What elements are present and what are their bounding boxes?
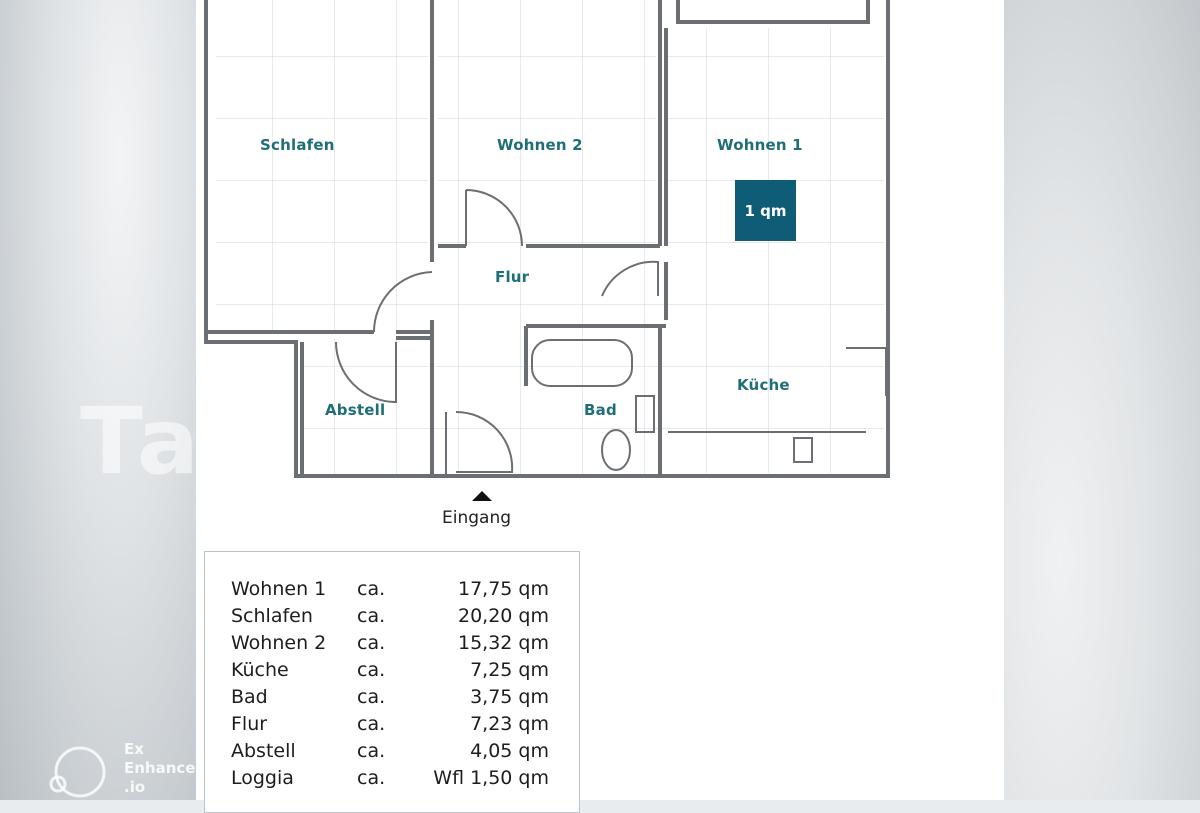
area-approx: ca. xyxy=(357,739,386,762)
area-room-name: Loggia xyxy=(231,766,294,789)
area-value: 4,05 qm xyxy=(470,739,549,762)
logo-text-line: Enhance xyxy=(124,759,196,777)
blurred-background-left xyxy=(0,0,200,800)
area-room-name: Wohnen 1 xyxy=(231,577,327,600)
area-row xyxy=(231,710,549,737)
area-room-name: Flur xyxy=(231,712,268,735)
area-approx: ca. xyxy=(357,712,386,735)
area-table xyxy=(231,575,549,791)
area-value: 20,20 qm xyxy=(457,604,549,627)
area-list-box xyxy=(204,551,580,813)
area-value: 7,25 qm xyxy=(470,658,549,681)
area-value: Wfl 1,50 qm xyxy=(433,766,549,789)
watermark-text: Tap xyxy=(80,388,277,495)
area-approx: ca. xyxy=(357,766,386,789)
area-row xyxy=(231,602,549,629)
area-row xyxy=(231,683,549,710)
area-approx: ca. xyxy=(357,577,386,600)
area-value: 3,75 qm xyxy=(470,685,549,708)
area-value: 7,23 qm xyxy=(470,712,549,735)
room-label-schlafen: Schlafen xyxy=(260,136,335,154)
logo-text-line: Ex xyxy=(124,740,144,758)
area-row xyxy=(231,764,549,791)
area-row xyxy=(231,629,549,656)
logo-text-line: .io xyxy=(124,778,146,796)
floor-plan-sheet xyxy=(196,0,1004,800)
area-room-name: Abstell xyxy=(231,739,296,762)
area-approx: ca. xyxy=(357,631,386,654)
floor-wohnen2 xyxy=(438,0,656,246)
area-approx: ca. xyxy=(357,604,386,627)
room-label-abstell: Abstell xyxy=(325,401,386,419)
room-label-wohnen1: Wohnen 1 xyxy=(717,136,803,154)
enhance-logo-text xyxy=(124,740,195,797)
area-room-name: Bad xyxy=(231,685,268,708)
room-label-kueche: Küche xyxy=(737,376,790,394)
area-value: 15,32 qm xyxy=(457,631,549,654)
area-row xyxy=(231,656,549,683)
floor-wohnen1-kueche xyxy=(666,28,884,473)
enhance-logo-icon xyxy=(44,738,106,800)
area-row xyxy=(231,737,549,764)
area-value: 17,75 qm xyxy=(457,577,549,600)
area-room-name: Schlafen xyxy=(231,604,313,627)
area-room-name: Küche xyxy=(231,658,289,681)
blurred-background-right xyxy=(1000,0,1200,800)
floor-plan-drawing xyxy=(196,0,1004,500)
room-label-wohnen2: Wohnen 2 xyxy=(497,136,583,154)
entrance-arrow-icon xyxy=(472,491,492,501)
area-approx: ca. xyxy=(357,685,386,708)
room-label-flur: Flur xyxy=(495,268,530,286)
entrance-label: Eingang xyxy=(442,508,512,528)
room-label-bad: Bad xyxy=(584,401,617,419)
area-room-name: Wohnen 2 xyxy=(231,631,327,654)
area-approx: ca. xyxy=(357,658,386,681)
floor-schlafen xyxy=(216,0,428,332)
area-row xyxy=(231,575,549,602)
scale-square-meter-box: 1 qm xyxy=(735,180,796,241)
